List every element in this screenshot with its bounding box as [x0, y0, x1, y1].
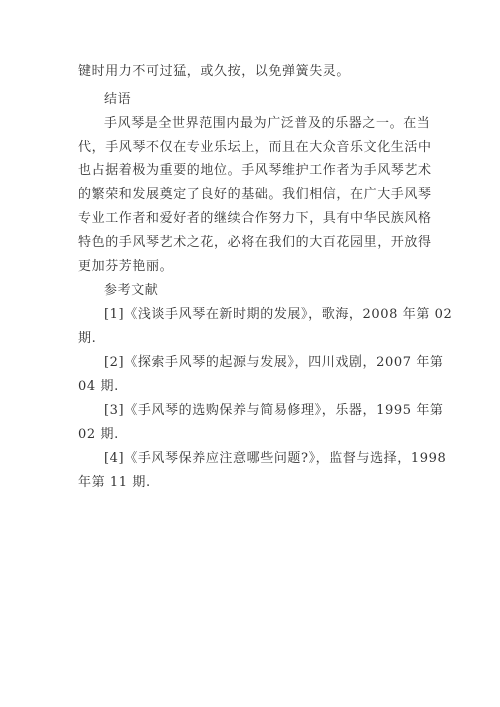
paragraph-line: 专业工作者和爱好者的继续合作努力下，具有中华民族风格 [78, 211, 432, 226]
reference-entry-continuation: 02 期. [78, 427, 119, 442]
text-line: 键时用力不可过猛，或久按，以免弹簧失灵。 [78, 64, 351, 79]
paragraph-line: 也占据着极为重要的地位。手风琴维护工作者为手风琴艺术 [78, 163, 432, 178]
paragraph-line: 更加芬芳艳丽。 [78, 259, 174, 274]
reference-entry-continuation: 期. [78, 331, 97, 346]
reference-entry-continuation: 04 期. [78, 379, 119, 394]
paragraph-line: 代，手风琴不仅在专业乐坛上，而且在大众音乐文化生活中 [78, 140, 432, 155]
section-heading-references: 参考文献 [104, 283, 159, 298]
paragraph-line: 手风琴是全世界范围内最为广泛普及的乐器之一。在当 [104, 116, 431, 131]
paragraph-line: 特色的手风琴艺术之花，必将在我们的大百花园里，开放得 [78, 235, 432, 250]
reference-entry: [4]《手风琴保养应注意哪些问题?》，监督与选择，1998 [104, 451, 447, 466]
reference-entry: [1]《浅谈手风琴在新时期的发展》，歌海，2008 年第 02 [104, 307, 453, 322]
reference-entry-continuation: 年第 11 期. [78, 475, 151, 490]
reference-entry: [2]《探索手风琴的起源与发展》，四川戏剧，2007 年第 [104, 355, 444, 370]
reference-entry: [3]《手风琴的选购保养与简易修理》，乐器，1995 年第 [104, 403, 444, 418]
paragraph-line: 的繁荣和发展奠定了良好的基础。我们相信，在广大手风琴 [78, 187, 432, 202]
section-heading-conclusion: 结语 [104, 92, 132, 107]
